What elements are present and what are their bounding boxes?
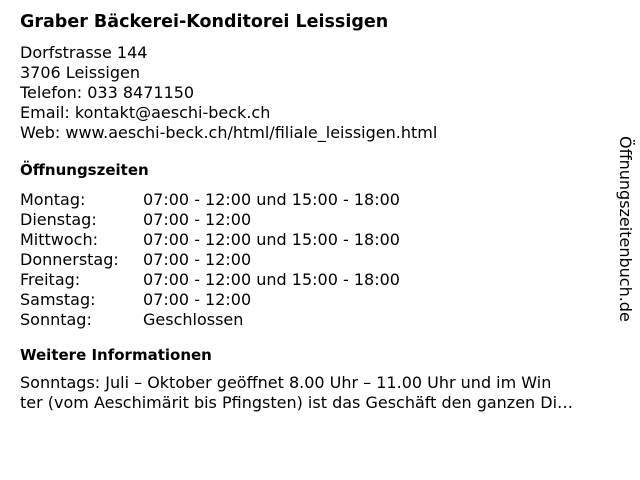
opening-hours-table [20, 190, 400, 330]
hours-row-wednesday [20, 230, 400, 250]
hours-row-friday [20, 270, 400, 290]
email-address: Email: kontakt@aeschi-beck.ch [20, 103, 271, 122]
day-hours: 07:00 - 12:00 [143, 290, 252, 309]
more-info-heading: Weitere Informationen [20, 346, 212, 364]
more-info-line: ter (vom Aeschimärit bis Pfingsten) ist das Geschäft den ganzen Di… [20, 393, 574, 412]
website-url: Web: www.aeschi-beck.ch/html/filiale_leissigen.html [20, 123, 438, 142]
store-title: Graber Bäckerei-Konditorei Leissigen [20, 12, 389, 32]
hours-row-thursday [20, 250, 400, 270]
phone-number: Telefon: 033 8471150 [20, 83, 195, 102]
hours-row-saturday [20, 290, 400, 310]
more-info-line: Sonntags: Juli – Oktober geöffnet 8.00 Uhr – 11.00 Uhr und im Win [20, 373, 552, 392]
more-info-section [20, 345, 610, 413]
day-label: Dienstag: [20, 210, 97, 229]
day-hours: 07:00 - 12:00 und 15:00 - 18:00 [143, 230, 400, 249]
site-watermark-label: Öffnungszeitenbuch.de [616, 136, 635, 322]
postal-city: 3706 Leissigen [20, 63, 140, 82]
day-label: Samstag: [20, 290, 96, 309]
day-label: Sonntag: [20, 310, 92, 329]
day-hours: 07:00 - 12:00 und 15:00 - 18:00 [143, 270, 400, 289]
store-listing [20, 10, 610, 413]
hours-row-sunday [20, 310, 400, 330]
opening-hours-section [20, 160, 610, 330]
hours-row-monday [20, 190, 400, 210]
day-hours: 07:00 - 12:00 [143, 210, 252, 229]
address-block [20, 43, 610, 143]
more-info-text [20, 373, 620, 413]
opening-hours-heading: Öffnungszeiten [20, 161, 149, 179]
street-address: Dorfstrasse 144 [20, 43, 148, 62]
day-label: Montag: [20, 190, 86, 209]
day-hours: Geschlossen [143, 310, 244, 329]
hours-row-tuesday [20, 210, 400, 230]
day-label: Mittwoch: [20, 230, 98, 249]
day-label: Donnerstag: [20, 250, 119, 269]
day-label: Freitag: [20, 270, 81, 289]
day-hours: 07:00 - 12:00 [143, 250, 252, 269]
day-hours: 07:00 - 12:00 und 15:00 - 18:00 [143, 190, 400, 209]
